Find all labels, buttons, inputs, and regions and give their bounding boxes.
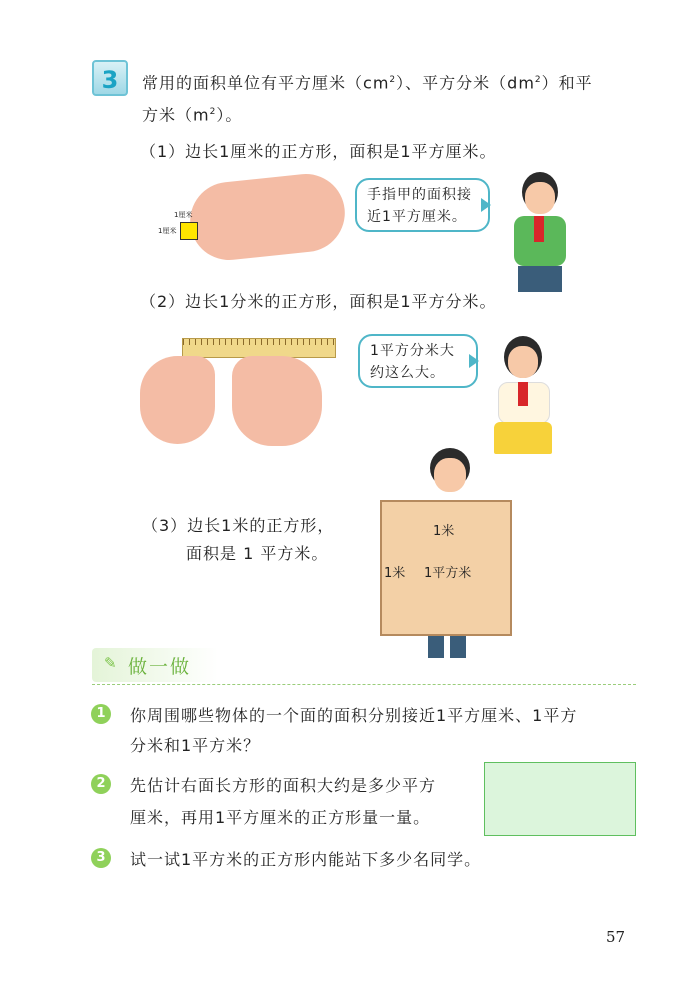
practice-title: 做一做 xyxy=(128,656,192,678)
exercise-3-line-1: 试一试1平方米的正方形内能站下多少名同学。 xyxy=(130,850,482,869)
exercise-2-line-2: 厘米，再用1平方厘米的正方形量一量。 xyxy=(130,808,431,827)
item-1-text: （1）边长1厘米的正方形，面积是1平方厘米。 xyxy=(140,142,497,161)
intro-text: 常用的面积单位有平方厘米（ xyxy=(142,73,364,93)
speech-bubble-2: 1平方分米大约这么大。 xyxy=(358,334,478,388)
exercise-3-number: 3 xyxy=(91,848,111,868)
unit-dm: dm xyxy=(507,73,535,93)
practice-divider xyxy=(92,684,636,685)
boy-leg-left xyxy=(428,636,444,658)
intro-text: 方米（ xyxy=(142,105,194,125)
boy-illustration xyxy=(500,172,580,292)
pencil-icon: ✎ xyxy=(104,654,117,672)
right-hand xyxy=(232,356,322,446)
exercise-1-line-2: 分米和1平方米？ xyxy=(130,736,261,755)
boy-head xyxy=(430,448,470,492)
label-1cm-top: 1厘米 xyxy=(174,211,193,219)
label-1cm-left: 1厘米 xyxy=(158,227,177,235)
exercise-1-number: 1 xyxy=(91,704,111,724)
intro-line-2 xyxy=(142,98,242,129)
intro-text: ）。 xyxy=(216,105,243,125)
exercise-2-number: 2 xyxy=(91,774,111,794)
item-3-line-1: （3）边长1米的正方形， xyxy=(142,516,335,535)
ruler-illustration xyxy=(182,338,336,358)
board-label-left: 1米 xyxy=(384,566,406,581)
unit-m: m xyxy=(193,105,210,125)
superscript: 2 xyxy=(534,75,542,85)
section-number: 3 xyxy=(92,60,128,96)
superscript: 2 xyxy=(209,107,217,117)
exercise-1-line-1: 你周围哪些物体的一个面的面积分别接近1平方厘米、1平方 xyxy=(130,706,578,725)
rectangle-to-measure xyxy=(484,762,636,836)
board-label-top: 1米 xyxy=(433,524,455,539)
page-number: 57 xyxy=(606,928,626,946)
boy-leg-right xyxy=(450,636,466,658)
exercise-2-line-1: 先估计右面长方形的面积大约是多少平方 xyxy=(130,776,437,795)
board-label-center: 1平方米 xyxy=(424,566,472,581)
intro-line-1 xyxy=(142,66,593,97)
intro-text: ）和平 xyxy=(541,73,593,93)
intro-text: ）、平方分米（ xyxy=(396,73,508,93)
girl-illustration xyxy=(482,336,562,456)
superscript: 2 xyxy=(389,75,397,85)
unit-cm: cm xyxy=(363,73,390,93)
left-hand xyxy=(140,356,215,444)
speech-bubble-1: 手指甲的面积接近1平方厘米。 xyxy=(355,178,490,232)
item-2-text: （2）边长1分米的正方形，面积是1平方分米。 xyxy=(140,292,497,311)
finger-illustration xyxy=(186,170,348,264)
square-cm xyxy=(180,222,198,240)
item-3-line-2: 面积是 1 平方米。 xyxy=(186,544,329,563)
